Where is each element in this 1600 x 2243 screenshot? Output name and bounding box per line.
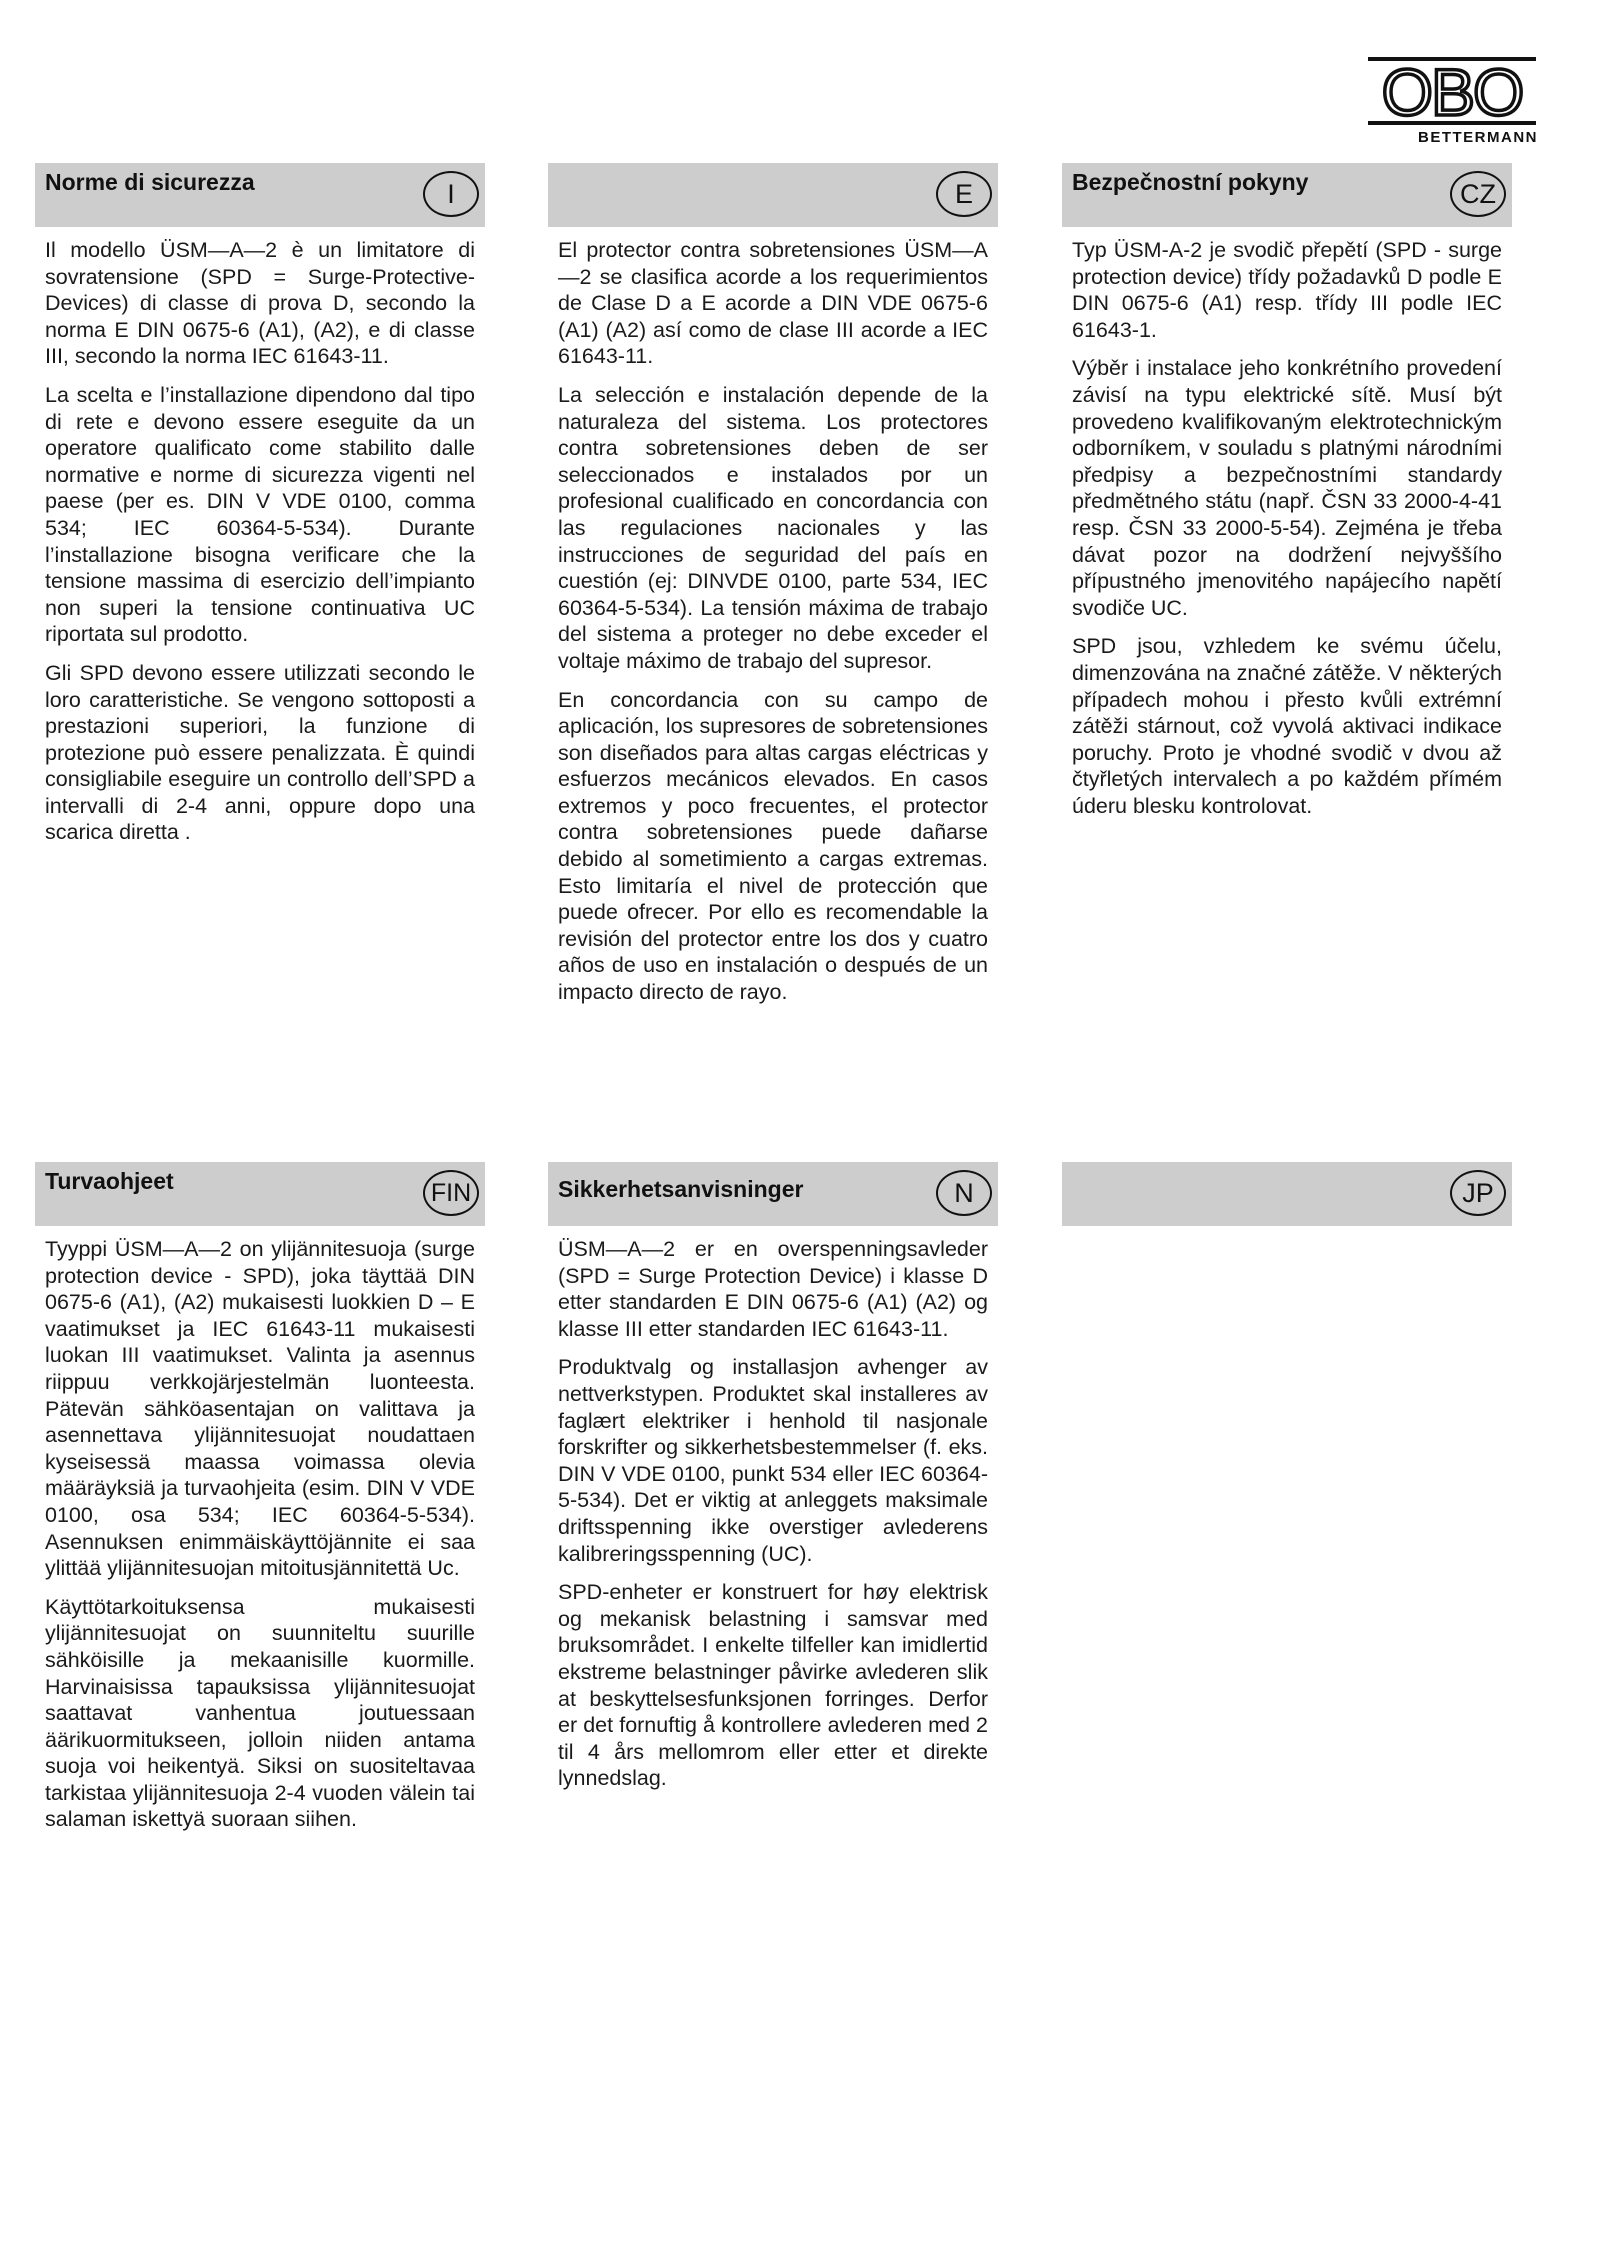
paragraph: Výběr i instalace jeho konkrétního provedení závisí na typu elektrické sítě. Musí být provedeno kvalifikovaným elektrotechnickým odborníkem, v souladu s platnými národními předpisy a bezpečnostními standardy předmětného státu (např. ČSN 33 2000-4-41 resp. ČSN 33 2000-5-54). Zejména je třeba dávat pozor na dodržení nejvyššího přípustného jmenovitého napájecího napětí svodiče UC. bbox=[1072, 356, 1502, 620]
logo-company-name: BETTERMANN bbox=[1418, 129, 1538, 146]
section-body bbox=[1062, 227, 1512, 967]
section-finnish bbox=[35, 1162, 485, 2162]
section-body bbox=[548, 1226, 998, 2156]
paragraph: El protector contra sobretensiones ÜSM—A—2 se clasifica acorde a los requerimientos de Clase D a E acorde a DIN VDE 0675-6 (A1) (A2) así como de clase III acorde a IEC 61643-11. bbox=[558, 238, 988, 369]
language-badge: JP bbox=[1450, 1170, 1506, 1216]
paragraph: Typ ÜSM-A-2 je svodič přepětí (SPD - surge protection device) třídy požadavků D podle E DIN 0675-6 (A1) resp. třídy III podle IEC 61643-1. bbox=[1072, 238, 1502, 342]
paragraph: SPD-enheter er konstruert for høy elektrisk og mekanisk belastning i samsvar med bruksområdet. I enkelte tilfeller kan imidlertid ekstreme belastninger påvirke avlederen slik at beskyttelsesfunksjonen forringes. Derfor er det fornuftig å kontrollere avlederen med 2 til 4 års mellomrom eller etter et direkte lynnedslag. bbox=[558, 1580, 988, 1791]
paragraph: Käyttötarkoituksensa mukaisesti ylijännitesuojat on suunniteltu suurille sähköisille ja mekaanisille kuormille. Harvinaisissa tapauksissa ylijännitesuojat saattavat vanhentua joutuessaan äärikuormitukseen, jolloin niiden antama suoja voi heikentyä. Siksi on suositeltavaa tarkistaa ylijännitesuoja 2-4 vuoden välein tai salaman iskettyä suoraan siihen. bbox=[45, 1594, 475, 1832]
paragraph: La selección e instalación depende de la naturaleza del sistema. Los protectores contra sobretensiones deben de ser seleccionados e instalados por un profesional cualificado en concordancia con las regulaciones nacionales y las instrucciones de seguridad del país en cuestión (ej: DINVDE 0100, parte 534, IEC 60364-5-534). La tensión máxima de trabajo del sistema a proteger no debe exceder el voltaje máximo de trabajo del supresor. bbox=[558, 382, 988, 673]
section-header bbox=[35, 163, 485, 227]
language-badge: CZ bbox=[1450, 171, 1506, 217]
paragraph: La scelta e l’installazione dipendono dal tipo di rete e devono essere eseguite da un operatore qualificato come stabilito dalle normative e norme di sicurezza vigenti nel paese (per es. DIN V VDE 0100, comma 534; IEC 60364-5-534). Durante l’installazione bisogna verificare che la tensione massima di esercizio dell’impianto non superi la tensione continuativa UC riportata sul prodotto. bbox=[45, 382, 475, 647]
language-badge: FIN bbox=[423, 1170, 479, 1216]
section-body bbox=[35, 1226, 485, 2156]
logo-brand-text: OBO bbox=[1381, 55, 1523, 127]
section-body bbox=[35, 227, 485, 967]
section-spanish bbox=[548, 163, 998, 1158]
language-badge: E bbox=[936, 171, 992, 217]
section-title: Turvaohjeet bbox=[45, 1168, 174, 1194]
section-header bbox=[35, 1162, 485, 1226]
section-header bbox=[1062, 163, 1512, 227]
paragraph: ÜSM—A—2 er en overspenningsavleder (SPD = Surge Protection Device) i klasse D etter standarden E DIN 0675-6 (A1) (A2) og klasse III etter standarden IEC 61643-11. bbox=[558, 1237, 988, 1341]
paragraph: Tyyppi ÜSM—A—2 on ylijännitesuoja (surge protection device - SPD), joka täyttää DIN 0675-6 (A1), (A2) mukaisesti luokkien D – E vaatimukset ja IEC 61643-11 mukaisesti luokan III vaatimukset. Valinta ja asennus riippuu verkkojärjestelmän luonteesta. Pätevän sähköasentajan on valittava ja asennettava ylijännitesuojat noudattaen kyseisessä maassa voimassa olevia määräyksiä ja turvaohjeita (esim. DIN V VDE 0100, osa 534; IEC 60364-5-534). Asennuksen enimmäiskäyttöjännite ei saa ylittää ylijännitesuojan mitoitusjännitettä Uc. bbox=[45, 1237, 475, 1581]
section-title: Norme di sicurezza bbox=[45, 169, 255, 195]
section-body bbox=[548, 227, 998, 1152]
section-japanese bbox=[1062, 1162, 1512, 1242]
section-title: Sikkerhetsanvisninger bbox=[558, 1176, 804, 1202]
paragraph: Il modello ÜSM—A—2 è un limitatore di sovratensione (SPD = Surge-Protective-Devices) di classe di prova D, secondo la norma E DIN 0675-6 (A1), (A2), e di classe III, secondo la norma IEC 61643-11. bbox=[45, 238, 475, 369]
section-header bbox=[548, 1162, 998, 1226]
section-italian bbox=[35, 163, 485, 973]
section-title: Bezpečnostní pokyny bbox=[1072, 169, 1309, 195]
section-header bbox=[1062, 1162, 1512, 1226]
section-header bbox=[548, 163, 998, 227]
paragraph: Gli SPD devono essere utilizzati secondo le loro caratteristiche. Se vengono sottoposti a prestazioni superiori, la funzione di protezione può essere penalizzata. È quindi consigliabile eseguire un controllo dell’SPD a intervalli di 2-4 anni, oppure dopo una scarica diretta . bbox=[45, 660, 475, 845]
language-badge: I bbox=[423, 171, 479, 217]
paragraph: Produktvalg og installasjon avhenger av nettverkstypen. Produktet skal installeres av faglært elektriker i henhold til nasjonale forskrifter og sikkerhetsbestemmelser (f. eks. DIN V VDE 0100, punkt 534 eller IEC 60364-5-534). Det er viktig at anleggets maksimale driftsspenning ikke overstiger avlederens kalibreringsspenning (UC). bbox=[558, 1355, 988, 1566]
section-czech bbox=[1062, 163, 1512, 973]
section-norwegian bbox=[548, 1162, 998, 2162]
paragraph: En concordancia con su campo de aplicación, los supresores de sobretensiones son diseñados para altas cargas eléctricas y esfuerzos mecánicos elevados. En casos extremos y poco frecuentes, el protector contra sobretensiones puede dañarse debido al sometimiento a cargas extremas. Esto limitaría el nivel de protección que puede ofrecer. Por ello es recomendable la revisión del protector entre los dos y cuatro años de uso en instalación o después de un impacto directo de rayo. bbox=[558, 687, 988, 1005]
language-badge: N bbox=[936, 1170, 992, 1216]
obo-bettermann-logo bbox=[1366, 55, 1538, 147]
obo-logo-mark bbox=[1366, 55, 1538, 127]
paragraph: SPD jsou, vzhledem ke svému účelu, dimenzována na značné zátěže. V některých případech mohou i přesto kvůli extrémní zátěži stárnout, což vyvolá aktivaci indikace poruchy. Proto je vhodné svodič v dvou až čtyřletých intervalech a po každém přímém úderu blesku kontrolovat. bbox=[1072, 634, 1502, 818]
